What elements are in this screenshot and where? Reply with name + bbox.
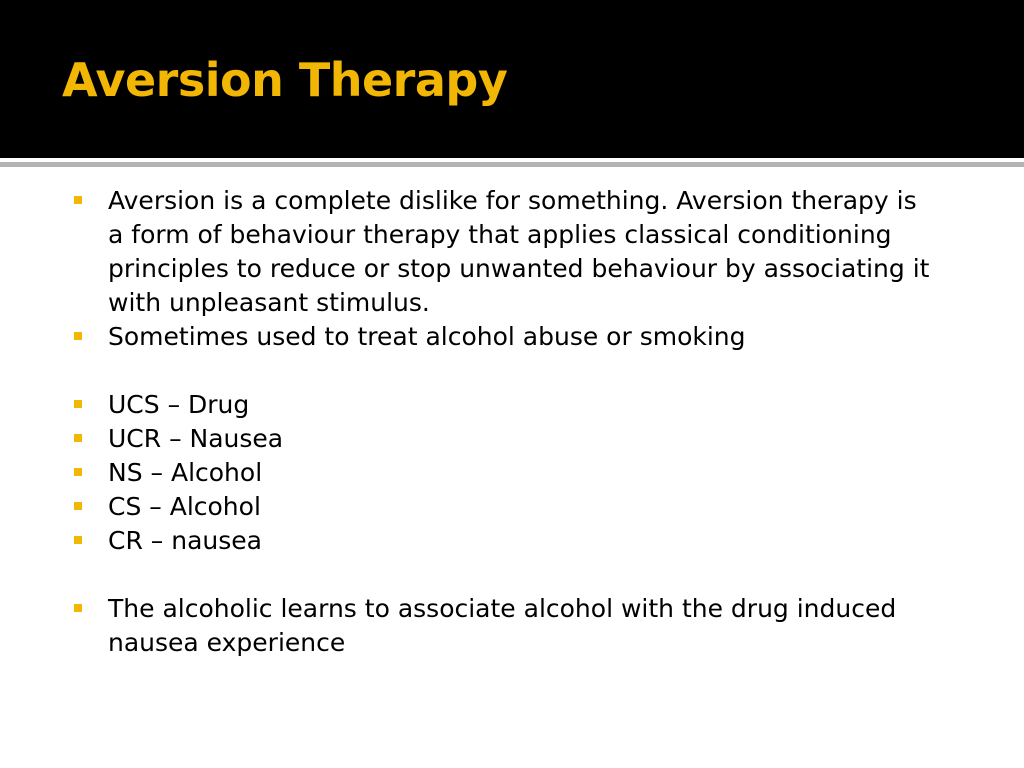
bullet-list (70, 184, 930, 660)
bullet-text: Sometimes used to treat alcohol abuse or smoking (108, 322, 746, 351)
bullet-text: The alcoholic learns to associate alcohol with the drug induced nausea experience (108, 594, 897, 657)
bullet-item (70, 184, 930, 320)
bullet-item (70, 456, 930, 490)
bullet-item (70, 422, 930, 456)
bullet-item (70, 592, 930, 660)
bullet-item (70, 490, 930, 524)
square-bullet-icon (74, 332, 82, 340)
square-bullet-icon (74, 196, 82, 204)
square-bullet-icon (74, 400, 82, 408)
bullet-text: CS – Alcohol (108, 492, 261, 521)
bullet-item (70, 388, 930, 422)
slide-title: Aversion Therapy (62, 53, 508, 107)
bullet-text: UCS – Drug (108, 390, 250, 419)
bullet-text: Aversion is a complete dislike for something. Aversion therapy is a form of behaviour therapy that applies classical conditioning principles to reduce or stop unwanted behaviour by associating it with unpleasant stimulus. (108, 186, 930, 317)
square-bullet-icon (74, 434, 82, 442)
bullet-item (70, 524, 930, 558)
square-bullet-icon (74, 502, 82, 510)
title-bar (0, 0, 1024, 158)
bullet-text: UCR – Nausea (108, 424, 284, 453)
square-bullet-icon (74, 468, 82, 476)
slide-content (70, 184, 930, 660)
square-bullet-icon (74, 536, 82, 544)
title-divider (0, 162, 1024, 167)
bullet-text: CR – nausea (108, 526, 262, 555)
bullet-item (70, 320, 930, 354)
bullet-text: NS – Alcohol (108, 458, 263, 487)
square-bullet-icon (74, 604, 82, 612)
